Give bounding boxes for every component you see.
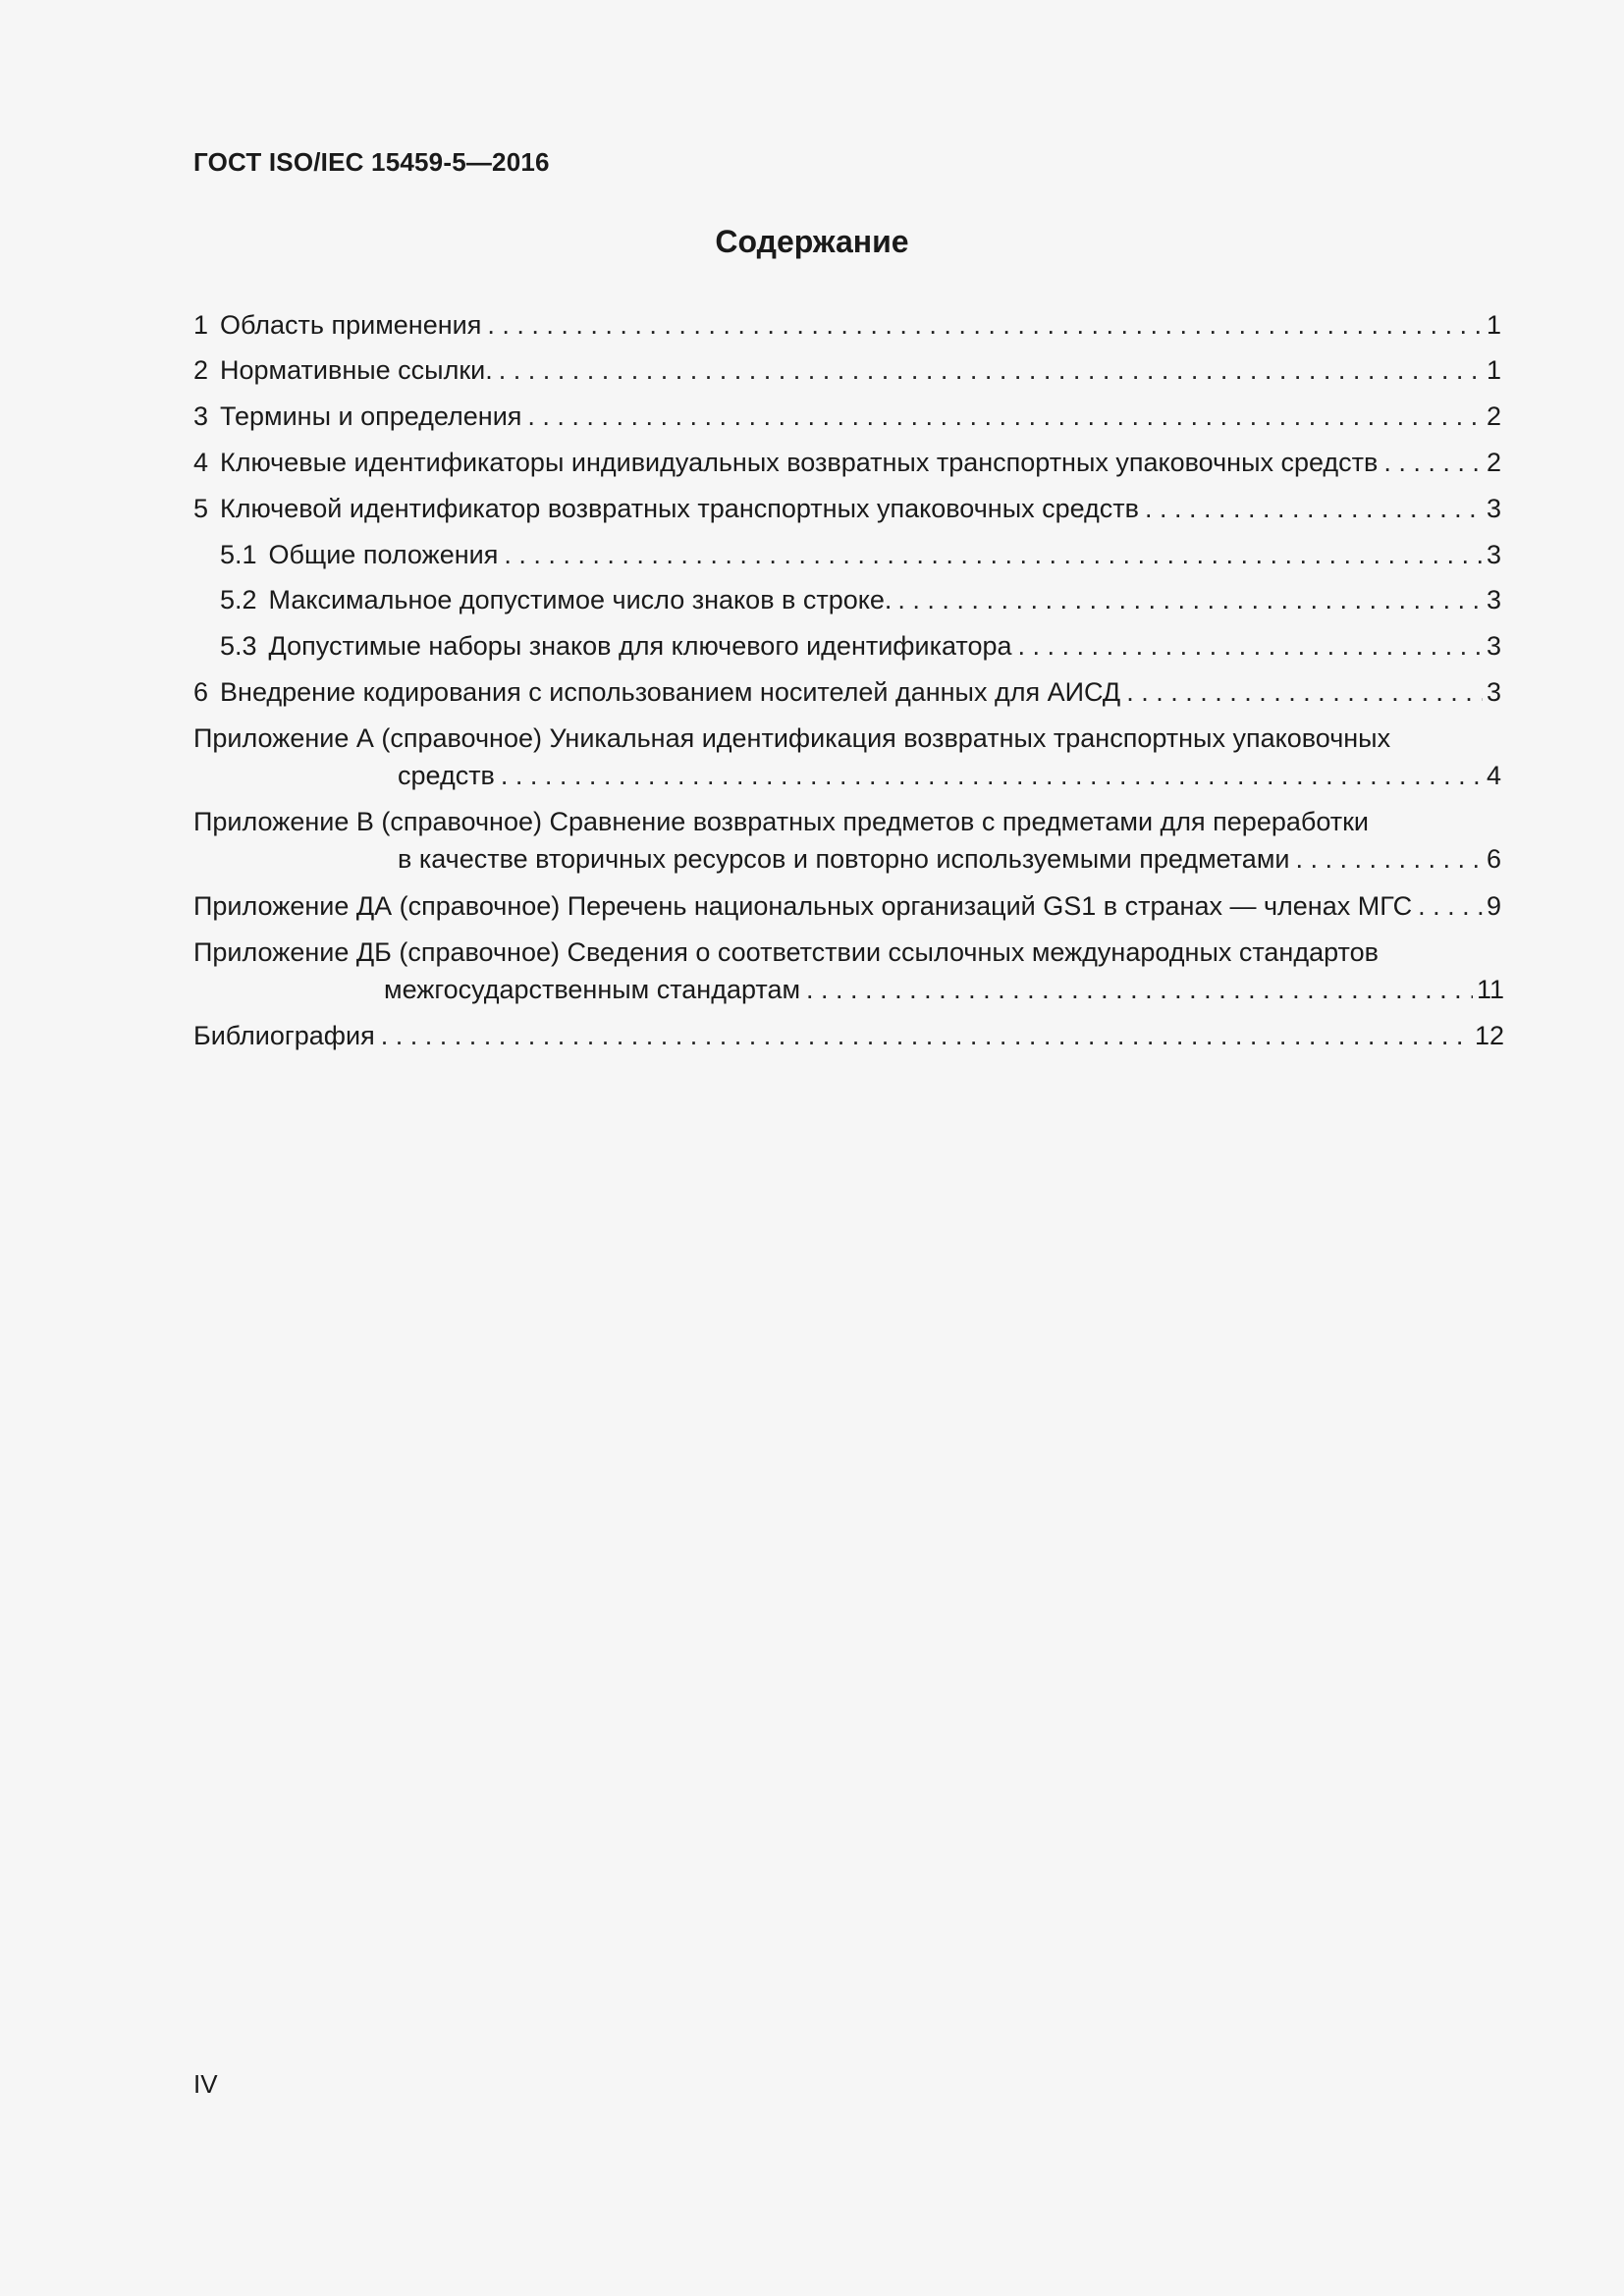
- toc-item-page: 3: [1486, 540, 1501, 569]
- toc-item-text: Внедрение кодирования с использованием носителей данных для АИСД: [220, 677, 1121, 707]
- document-header: ГОСТ ISO/IEC 15459-5—2016: [193, 147, 550, 177]
- toc-annex-continuation: средств: [398, 761, 495, 790]
- toc-item-page: 1: [1486, 310, 1501, 340]
- toc-item-number: 6: [193, 677, 209, 707]
- toc-item-page: 3: [1486, 585, 1501, 614]
- toc-item-page: 4: [1486, 761, 1501, 790]
- toc-item-page: 3: [1486, 494, 1501, 523]
- dot-leader: [1418, 887, 1483, 925]
- dot-leader: [1295, 840, 1483, 878]
- toc-annex-da[interactable]: [193, 887, 1501, 925]
- toc-item-page: 2: [1486, 448, 1501, 477]
- toc-item-1[interactable]: [193, 306, 1501, 344]
- toc-annex-continuation: межгосударственным стандартам: [384, 975, 801, 1004]
- toc-annex-a[interactable]: [193, 720, 1501, 794]
- toc-item-number: 4: [193, 448, 209, 477]
- dot-leader: [897, 581, 1483, 618]
- toc-item-text: Термины и определения: [220, 401, 522, 431]
- dot-leader: [527, 398, 1483, 435]
- dot-leader: [487, 306, 1483, 344]
- toc-item-3[interactable]: [193, 398, 1501, 435]
- toc-item-5-3[interactable]: [193, 627, 1501, 665]
- toc-item-page: 3: [1486, 677, 1501, 707]
- toc-item-number: 5: [193, 494, 209, 523]
- toc-item-2[interactable]: [193, 351, 1501, 389]
- dot-leader: [1383, 444, 1483, 481]
- toc-item-page: 3: [1486, 631, 1501, 661]
- toc-annex-title: Приложение ДБ (справочное) Сведения о соответствии ссылочных международных стандартов: [193, 937, 1379, 967]
- toc-annex-title: Приложение А (справочное) Уникальная идентификация возвратных транспортных упаковочных: [193, 723, 1391, 753]
- toc-item-page: 9: [1486, 891, 1501, 921]
- toc-item-number: 5.1: [220, 540, 257, 569]
- toc-item-page: 2: [1486, 401, 1501, 431]
- toc-item-text: Максимальное допустимое число знаков в строке.: [268, 585, 893, 614]
- toc-item-text: Область применения: [220, 310, 482, 340]
- toc-item-4[interactable]: [193, 444, 1501, 481]
- page-number: IV: [193, 2069, 218, 2099]
- dot-leader: [499, 351, 1483, 389]
- toc-item-number: 5.2: [220, 585, 257, 614]
- toc-item-text: Общие положения: [268, 540, 499, 569]
- toc-item-page: 12: [1474, 1021, 1504, 1050]
- dot-leader: [1145, 490, 1483, 527]
- toc-annex-b[interactable]: [193, 803, 1501, 878]
- toc-item-5-2[interactable]: [193, 581, 1501, 618]
- toc-item-5[interactable]: [193, 490, 1501, 527]
- toc-bibliography[interactable]: [193, 1017, 1504, 1054]
- dot-leader: [501, 757, 1483, 794]
- dot-leader: [1018, 627, 1483, 665]
- dot-leader: [806, 971, 1473, 1008]
- toc-item-page: 11: [1476, 975, 1504, 1004]
- dot-leader: [1126, 673, 1483, 711]
- toc-annex-db[interactable]: [193, 934, 1504, 1008]
- dot-leader: [381, 1017, 1471, 1054]
- toc-item-text: Ключевой идентификатор возвратных транспортных упаковочных средств: [220, 494, 1140, 523]
- toc-item-text: Допустимые наборы знаков для ключевого идентификатора: [268, 631, 1012, 661]
- toc-item-6[interactable]: [193, 673, 1501, 711]
- toc-annex-title: Приложение В (справочное) Сравнение возвратных предметов с предметами для переработки: [193, 807, 1370, 836]
- toc-item-number: 2: [193, 355, 209, 385]
- toc-item-text: Ключевые идентификаторы индивидуальных возвратных транспортных упаковочных средств: [220, 448, 1379, 477]
- toc-item-page: 6: [1486, 844, 1501, 874]
- toc-item-page: 1: [1486, 355, 1501, 385]
- dot-leader: [504, 536, 1483, 573]
- toc-item-text: Нормативные ссылки.: [220, 355, 493, 385]
- toc-title: Содержание: [715, 224, 909, 259]
- toc-item-number: 3: [193, 401, 209, 431]
- toc-annex-continuation: в качестве вторичных ресурсов и повторно используемыми предметами: [398, 844, 1290, 874]
- toc-item-number: 1: [193, 310, 209, 340]
- toc-item-text: Библиография: [193, 1021, 375, 1050]
- toc-item-number: 5.3: [220, 631, 257, 661]
- toc-item-5-1[interactable]: [193, 536, 1501, 573]
- toc-annex-title: Приложение ДА (справочное) Перечень национальных организаций GS1 в странах — членах МГС: [193, 891, 1413, 921]
